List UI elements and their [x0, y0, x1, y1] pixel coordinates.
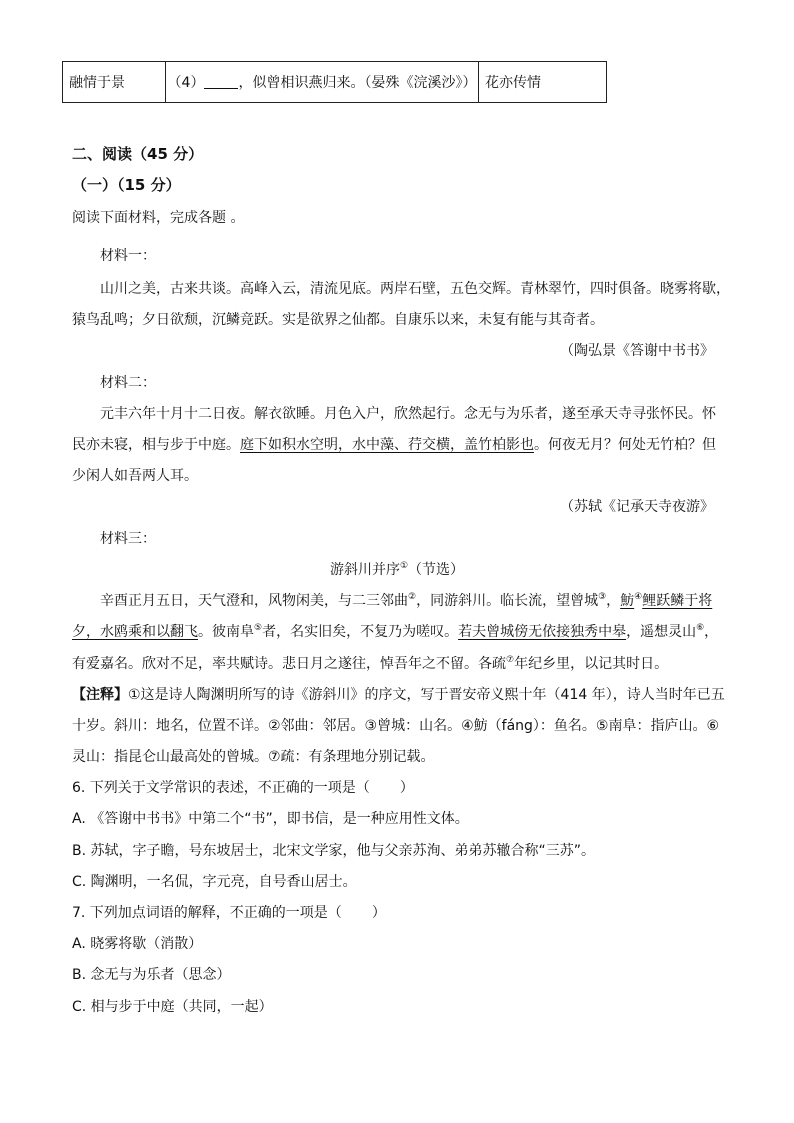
- text-run: 。彼南阜: [198, 624, 254, 640]
- title-suffix: （节选）: [408, 562, 465, 578]
- section-title: 二、阅读（45 分）: [72, 145, 204, 163]
- question-7-option-b: B. 念无与为乐者（思念）: [72, 967, 231, 983]
- material3-line: [100, 590, 712, 610]
- underlined-sentence: 夕，水鸥乘和以翻飞: [72, 624, 198, 640]
- question-6-stem: [72, 777, 414, 797]
- table-cell-verse: [166, 62, 479, 103]
- underlined-sentence: 鲤跃鳞于将: [642, 593, 713, 609]
- question-6-option-c: C. 陶渊明，一名侃，字元亮，自号香山居士。: [72, 874, 357, 890]
- text-run: 。何夜无月？何处无竹柏？但: [534, 437, 716, 453]
- material3-line: [72, 621, 718, 641]
- question-7-stem: [72, 902, 386, 922]
- poetry-table: [62, 61, 607, 103]
- note-mark: ④: [634, 592, 643, 602]
- text-run: 年纪乡里，以记其时日。: [514, 656, 669, 672]
- title-text: 游斜川并序: [329, 562, 400, 578]
- table-cell-emotion: 花亦传情: [479, 62, 607, 103]
- verse-number: （4）: [167, 75, 205, 91]
- text-run: ）: [371, 905, 386, 921]
- material2-line: 少闲人如吾两人耳。: [72, 468, 198, 484]
- instruction: 阅读下面材料，完成各题 。: [72, 210, 245, 226]
- note-mark: ⑤: [254, 623, 263, 633]
- question-6-option-b: B. 苏轼，字子瞻，号东坡居士，北宋文学家，他与父亲苏洵、弟弟苏辙合称“三苏”。: [72, 843, 596, 859]
- fill-blank: [204, 74, 238, 89]
- underlined-sentence: 庭下如积水空明，水中藻、荇交横，盖竹柏影也: [240, 437, 534, 453]
- material2-label: 材料二：: [100, 375, 156, 391]
- note-mark: ②: [408, 592, 417, 602]
- note-mark: ③: [598, 592, 607, 602]
- subsection-title: （一）（15 分）: [72, 176, 181, 194]
- text-run: ，: [606, 593, 621, 609]
- text-run: 者，名实旧矣，不复乃为嗟叹。: [262, 624, 459, 640]
- question-6-option-a: A. 《答谢中书书》中第二个“书”，即书信，是一种应用性文体。: [72, 811, 469, 827]
- material1-source: （陶弘景《答谢中书书》: [560, 343, 714, 359]
- note-mark: ①: [399, 561, 409, 571]
- material1-line: 猿鸟乱鸣；夕日欲颓，沉鳞竞跃。实是欲界之仙都。自康乐以来，未复有能与其奇者。: [72, 312, 604, 328]
- text-run: ①这是诗人陶渊明所写的诗《游斜川》的序文，写于晋安帝义熙十年（414 年），诗人当时年已五: [128, 687, 725, 703]
- note-mark: ⑦: [506, 655, 515, 665]
- text-run: 7. 下列加点词语的解释，不正确的一项是（: [72, 905, 342, 921]
- material3-line: [72, 653, 668, 673]
- text-run: 有爱嘉名。欣对不足，率共赋诗。悲日月之遂往，悼吾年之不留。各疏: [72, 656, 506, 672]
- text-run: 6. 下列关于文学常识的表述，不正确的一项是（: [72, 780, 370, 796]
- text-run: ，遥想灵山: [626, 624, 697, 640]
- text-run: 辛酉正月五日，天气澄和，风物闲美，与二三邻曲: [100, 593, 408, 609]
- text-run: ，同游斜川。临长流，望曾城: [416, 593, 599, 609]
- verse-text: ，似曾相识燕归来。（晏殊《浣溪沙》）: [238, 75, 477, 91]
- material2-line: 元丰六年十月十二日夜。解衣欲睡。月色入户，欣然起行。念无与为乐者，遂至承天寺寻张怀民。怀: [100, 406, 716, 422]
- notes-line: 十岁。斜川：地名，位置不详。②邻曲：邻居。③曾城：山名。④魴（fáng）：鱼名。⑤南阜：指庐山。⑥: [72, 718, 720, 734]
- notes-line: 灵山：指昆仑山最高处的曾城。⑦疏：有条理地分别记载。: [72, 749, 435, 765]
- material1-label: 材料一：: [100, 248, 156, 264]
- material2-line: [72, 434, 716, 454]
- material3-label: 材料三：: [100, 531, 156, 547]
- note-mark: ⑥: [696, 623, 705, 633]
- underlined-sentence: 魴: [620, 593, 635, 609]
- material1-line: 山川之美，古来共谈。高峰入云，清流见底。两岸石壁，五色交辉。青林翠竹，四时俱备。晓雾将歇，: [100, 281, 730, 297]
- text-run: 民亦未寝，相与步于中庭。: [72, 437, 240, 453]
- table-cell-theme: 融情于景: [63, 62, 166, 103]
- notes-line: [72, 684, 725, 704]
- material3-title: [0, 559, 794, 579]
- notes-label: 【注释】: [72, 687, 128, 703]
- underlined-sentence: 若夫曾城傍无依接独秀中皋: [458, 624, 627, 640]
- text-run: ）: [399, 780, 414, 796]
- question-7-option-a: A. 晓雾将歇（消散）: [72, 936, 203, 952]
- text-run: ，: [704, 624, 719, 640]
- material2-source: （苏轼《记承天寺夜游》: [560, 499, 714, 515]
- question-7-option-c: C. 相与步于中庭（共同，一起）: [72, 999, 273, 1015]
- table-row: [63, 62, 607, 103]
